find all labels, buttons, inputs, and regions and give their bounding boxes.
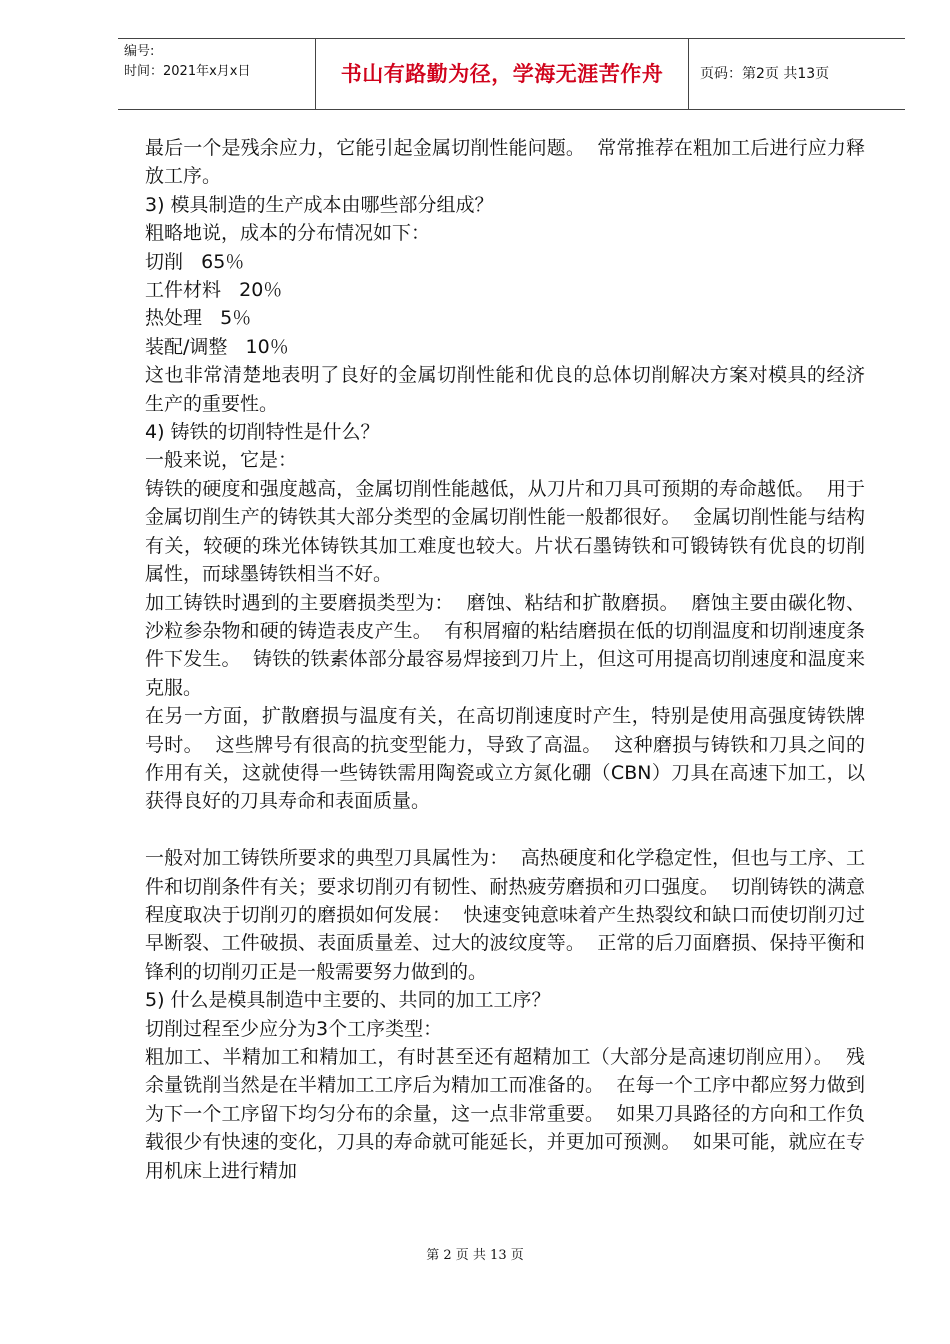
paragraph: 这也非常清楚地表明了良好的金属切削性能和优良的总体切削解决方案对模具的经济生产的重要性。: [145, 364, 865, 415]
cost-item: 切削 65％: [145, 250, 245, 273]
paragraph: 粗略地说，成本的分布情况如下：: [145, 222, 431, 245]
paragraph: 粗加工、半精加工和精加工，有时甚至还有超精加工（大部分是高速切削应用）。 残余量铣削当然是在半精加工工序后为精加工而准备的。 在每一个工序中都应努力做到为下一个工序留下均匀分布的余量，这一点非常重要。 如果刀具路径的方向和工作负载很少有快速的变化，刀具的寿命就可能延长，并更加可预测。 如果可能，就应在专用机床上进行精加: [145, 1045, 865, 1182]
header-meta: [124, 42, 250, 82]
paragraph: 在另一方面，扩散磨损与温度有关，在高切削速度时产生，特别是使用高强度铸铁牌号时。 这些牌号有很高的抗变型能力，导致了高温。 这种磨损与铸铁和刀具之间的作用有关，这就使得一些铸铁需用陶瓷或立方氮化硼（CBN）刀具在高速下加工，以获得良好的刀具寿命和表面质量。: [145, 705, 865, 813]
header-number-label: 编号:: [124, 44, 155, 59]
paragraph: 加工铸铁时遇到的主要磨损类型为： 磨蚀、粘结和扩散磨损。 磨蚀主要由碳化物、沙粒参杂物和硬的铸造表皮产生。 有积屑瘤的粘结磨损在低的切削温度和切削速度条件下发生。 铸铁的铁素体部分最容易焊接到刀片上，但这可用提高切削速度和温度来克服。: [145, 591, 865, 699]
paragraph: 一般来说，它是：: [145, 449, 298, 472]
cost-item: 热处理 5％: [145, 307, 252, 330]
cost-item: 工件材料 20％: [145, 279, 283, 302]
blank-line: [145, 816, 865, 844]
header-page-label: 页码：第2页 共13页: [700, 66, 830, 82]
paragraph: 铸铁的硬度和强度越高，金属切削性能越低，从刀片和刀具可预期的寿命越低。 用于金属切削生产的铸铁其大部分类型的金属切削性能一般都很好。 金属切削性能与结构有关，较硬的珠光体铸铁其加工难度也较大。片状石墨铸铁和可锻铸铁有优良的切削属性，而球墨铸铁相当不好。: [145, 477, 865, 586]
question-heading: 5) 什么是模具制造中主要的、共同的加工工序？: [145, 989, 551, 1012]
header-divider: [688, 39, 689, 109]
cost-item: 装配/调整 10％: [145, 335, 289, 358]
header-time-label: 时间：2021年x月x日: [124, 64, 251, 79]
page-header: [118, 38, 905, 110]
paragraph: 切削过程至少应分为3个工序类型：: [145, 1017, 443, 1040]
document-body: [145, 134, 865, 1185]
question-heading: 4) 铸铁的切削特性是什么？: [145, 421, 380, 444]
paragraph: 一般对加工铸铁所要求的典型刀具属性为： 高热硬度和化学稳定性，但也与工序、工件和切削条件有关；要求切削刃有韧性、耐热疲劳磨损和刃口强度。 切削铸铁的满意程度取决于切削刃的磨损如何发展： 快速变钝意味着产生热裂纹和缺口而使切削刃过早断裂、工件破损、表面质量差、过大的波纹度等。 正常的后刀面磨损、保持平衡和锋利的切削刃正是一般需要努力做到的。: [145, 847, 865, 983]
page-footer: 第 2 页 共 13 页: [426, 1248, 524, 1263]
paragraph: 最后一个是残余应力，它能引起金属切削性能问题。 常常推荐在粗加工后进行应力释放工序。: [145, 137, 865, 188]
header-motto: 书山有路勤为径，学海无涯苦作舟: [340, 61, 664, 86]
question-heading: 3) 模具制造的生产成本由哪些部分组成？: [145, 193, 494, 216]
